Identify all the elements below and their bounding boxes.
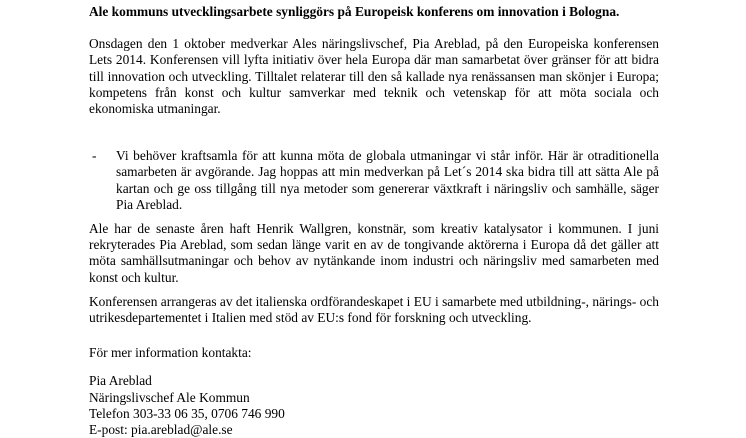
contact-name: Pia Areblad xyxy=(89,373,152,389)
quote-dash: - xyxy=(92,148,97,164)
quote-block xyxy=(89,148,659,213)
press-release xyxy=(89,4,659,438)
contact-heading: För mer information kontakta: xyxy=(89,345,252,361)
contact-block xyxy=(89,345,659,438)
press-release-title: Ale kommuns utvecklingsarbete synliggörs på Europeisk konferens om innovation i Bologna. xyxy=(89,4,620,19)
contact-role: Näringslivschef Ale Kommun xyxy=(89,389,250,405)
background-paragraph: Ale har de senaste åren haft Henrik Wallgren, konstnär, som kreativ katalysator i kommunen. I juni rekryterades Pia Areblad, som sedan länge varit en av de tongivande aktörerna i Europa då det gäller att möta samhällsutmaningar och behov av nytänkande inom industri och näringsliv med samarbeten med konst och kultur. xyxy=(89,221,659,285)
organizer-paragraph: Konferensen arrangeras av det italienska ordförandeskapet i EU i samarbete med utbildning-, närings- och utrikesdepartementet i Italien med stöd av EU:s fond för forskning och utveckling. xyxy=(89,293,659,326)
contact-email: E-post: pia.areblad@ale.se xyxy=(89,422,233,438)
quote-text: Vi behöver kraftsamla för att kunna möta de globala utmaningar vi står inför. Här är otraditionella samarbeten är avgörande. Jag hoppas att min medverkan på Let´s 2014 ska bidra till att sätta Ale på kartan och ge oss tillgång till nya metoder som genererar växtkraft i näringsliv och samhälle, säger Pia Areblad. xyxy=(116,148,659,212)
contact-phone: Telefon 303-33 06 35, 0706 746 990 xyxy=(89,405,285,421)
intro-paragraph: Onsdagen den 1 oktober medverkar Ales näringslivschef, Pia Areblad, på den Europeiska konferensen Lets 2014. Konferensen vill lyfta initiativ över hela Europa där man samarbetat över gränser för att bidra till innovation och utveckling. Tilltalet relaterar till den så kallade nya renässansen man skönjer i Europa; kompetens från konst och kultur samverkar med teknik och vetenskap för att möta sociala och ekonomiska utmaningar. xyxy=(89,36,659,117)
